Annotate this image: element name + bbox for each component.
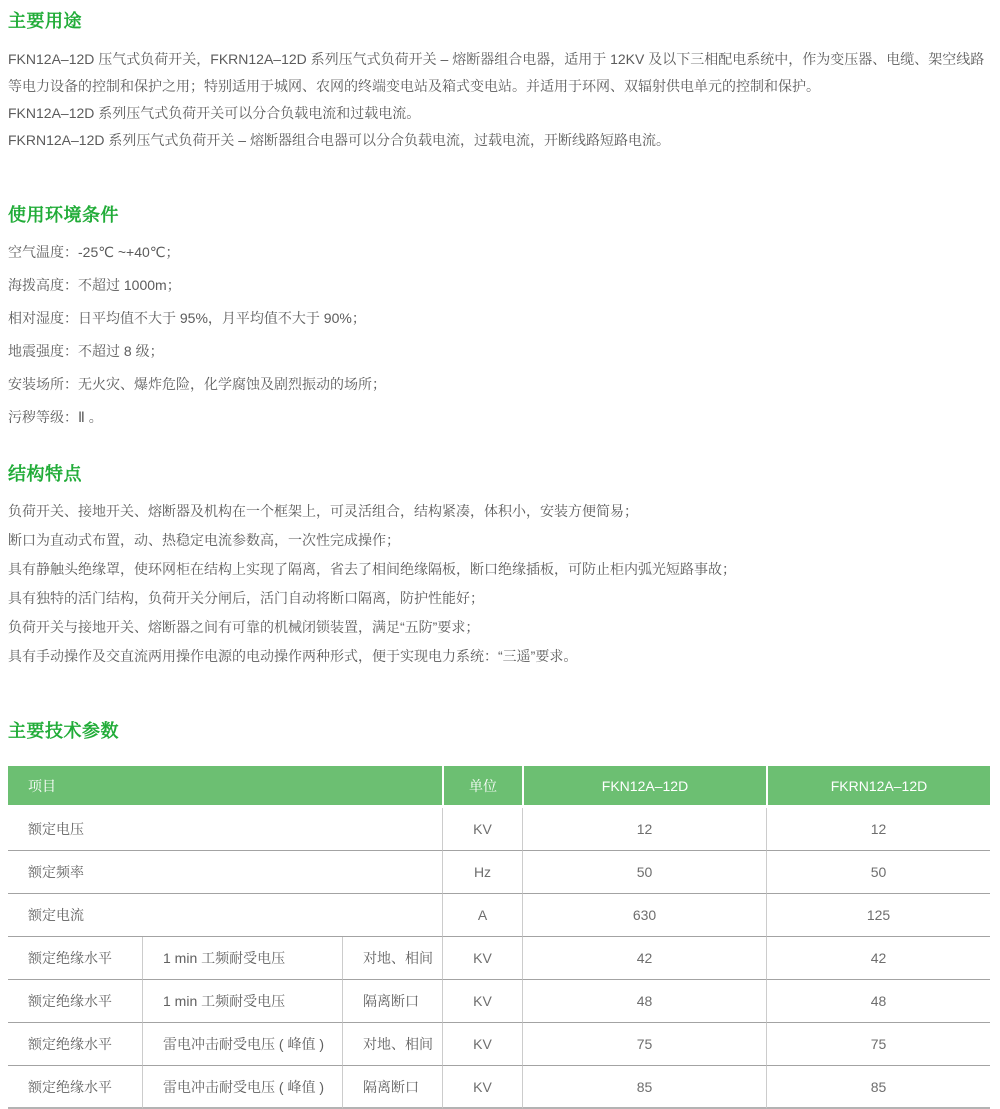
table-cell-unit: KV bbox=[442, 1066, 522, 1109]
table-cell-fkn: 85 bbox=[522, 1066, 766, 1109]
env-condition-line: 污秽等级：Ⅱ 。 bbox=[8, 409, 103, 425]
table-cell-item: 额定电压 bbox=[8, 808, 442, 851]
table-cell-subitem: 1 min 工频耐受电压 bbox=[142, 937, 342, 980]
table-row bbox=[8, 937, 990, 980]
table-cell-condition: 隔离断口 bbox=[342, 1066, 442, 1109]
structure-feature-line: 断口为直动式布置，动、热稳定电流参数高，一次性完成操作； bbox=[8, 532, 400, 548]
table-cell-unit: KV bbox=[442, 1023, 522, 1066]
table-cell-item: 额定频率 bbox=[8, 851, 442, 894]
table-cell-item: 额定绝缘水平 bbox=[8, 1023, 142, 1066]
table-cell-fkn: 50 bbox=[522, 851, 766, 894]
table-cell-subitem: 雷电冲击耐受电压 ( 峰值 ) bbox=[142, 1023, 342, 1066]
table-header-row bbox=[8, 766, 990, 808]
structure-feature-line: 负荷开关与接地开关、熔断器之间有可靠的机械闭锁装置，满足“五防”要求； bbox=[8, 619, 480, 635]
table-cell-fkrn: 48 bbox=[766, 980, 990, 1023]
spec-table bbox=[8, 766, 990, 1109]
table-row bbox=[8, 1023, 990, 1066]
table-row bbox=[8, 808, 990, 851]
section-heading-structure: 结构特点 bbox=[8, 464, 82, 484]
table-cell-fkn: 75 bbox=[522, 1023, 766, 1066]
table-row bbox=[8, 980, 990, 1023]
table-cell-unit: KV bbox=[442, 808, 522, 851]
section-heading-usage: 主要用途 bbox=[8, 11, 82, 31]
table-cell-fkn: 42 bbox=[522, 937, 766, 980]
table-cell-item: 额定绝缘水平 bbox=[8, 1066, 142, 1109]
section-technical-parameters bbox=[8, 720, 990, 1109]
table-row bbox=[8, 894, 990, 937]
table-header-item: 项目 bbox=[8, 766, 442, 808]
table-cell-fkrn: 85 bbox=[766, 1066, 990, 1109]
section-main-usage bbox=[8, 10, 990, 154]
env-condition-line: 相对湿度：日平均值不大于 95%，月平均值不大于 90%； bbox=[8, 310, 366, 326]
section-heading-parameters: 主要技术参数 bbox=[8, 721, 119, 741]
table-cell-fkrn: 75 bbox=[766, 1023, 990, 1066]
env-condition-line: 海拨高度：不超过 1000m； bbox=[8, 277, 181, 293]
table-cell-item: 额定绝缘水平 bbox=[8, 980, 142, 1023]
usage-paragraph: FKN12A–12D 系列压气式负荷开关可以分合负载电流和过载电流。 bbox=[8, 105, 421, 121]
table-cell-item: 额定电流 bbox=[8, 894, 442, 937]
table-cell-unit: KV bbox=[442, 980, 522, 1023]
table-cell-fkrn: 12 bbox=[766, 808, 990, 851]
table-cell-unit: A bbox=[442, 894, 522, 937]
env-condition-line: 地震强度：不超过 8 级； bbox=[8, 343, 164, 359]
table-cell-condition: 对地、相间 bbox=[342, 937, 442, 980]
table-cell-fkrn: 42 bbox=[766, 937, 990, 980]
env-condition-line: 安装场所：无火灾、爆炸危险，化学腐蚀及剧烈振动的场所； bbox=[8, 376, 386, 392]
section-environment-conditions bbox=[8, 204, 990, 427]
table-cell-item: 额定绝缘水平 bbox=[8, 937, 142, 980]
table-cell-unit: Hz bbox=[442, 851, 522, 894]
structure-feature-line: 负荷开关、接地开关、熔断器及机构在一个框架上，可灵活组合，结构紧凑，体积小，安装方便简易； bbox=[8, 503, 638, 519]
structure-feature-line: 具有静触头绝缘罩，使环网柜在结构上实现了隔离，省去了相间绝缘隔板，断口绝缘插板，可防止柜内弧光短路事故； bbox=[8, 561, 736, 577]
usage-paragraph: FKRN12A–12D 系列压气式负荷开关 – 熔断器组合电器可以分合负载电流，过载电流，开断线路短路电流。 bbox=[8, 132, 670, 148]
section-structure-features bbox=[8, 463, 990, 666]
table-cell-subitem: 雷电冲击耐受电压 ( 峰值 ) bbox=[142, 1066, 342, 1109]
table-cell-fkn: 630 bbox=[522, 894, 766, 937]
table-cell-unit: KV bbox=[442, 937, 522, 980]
table-cell-fkrn: 125 bbox=[766, 894, 990, 937]
structure-feature-line: 具有独特的活门结构，负荷开关分闸后，活门自动将断口隔离，防护性能好； bbox=[8, 590, 484, 606]
table-header-fkrn12a: FKRN12A–12D bbox=[766, 766, 990, 808]
table-row bbox=[8, 1066, 990, 1109]
table-cell-condition: 对地、相间 bbox=[342, 1023, 442, 1066]
table-cell-fkn: 12 bbox=[522, 808, 766, 851]
table-cell-fkn: 48 bbox=[522, 980, 766, 1023]
table-cell-fkrn: 50 bbox=[766, 851, 990, 894]
table-header-unit: 单位 bbox=[442, 766, 522, 808]
table-cell-condition: 隔离断口 bbox=[342, 980, 442, 1023]
structure-feature-line: 具有手动操作及交直流两用操作电源的电动操作两种形式，便于实现电力系统：“三遥”要求。 bbox=[8, 648, 578, 664]
usage-paragraph: FKN12A–12D 压气式负荷开关，FKRN12A–12D 系列压气式负荷开关 – 熔断器组合电器，适用于 12KV 及以下三相配电系统中，作为变压器、电缆、架空线路等电力设备的控制和保护之用；特别适用于城网、农网的终端变电站及箱式变电站。并适用于环网、双辐射供电单元的控制和保护。 bbox=[8, 51, 985, 94]
table-row bbox=[8, 851, 990, 894]
section-heading-environment: 使用环境条件 bbox=[8, 205, 119, 225]
table-cell-subitem: 1 min 工频耐受电压 bbox=[142, 980, 342, 1023]
env-condition-line: 空气温度：-25℃ ~+40℃； bbox=[8, 244, 180, 260]
table-header-fkn12a: FKN12A–12D bbox=[522, 766, 766, 808]
